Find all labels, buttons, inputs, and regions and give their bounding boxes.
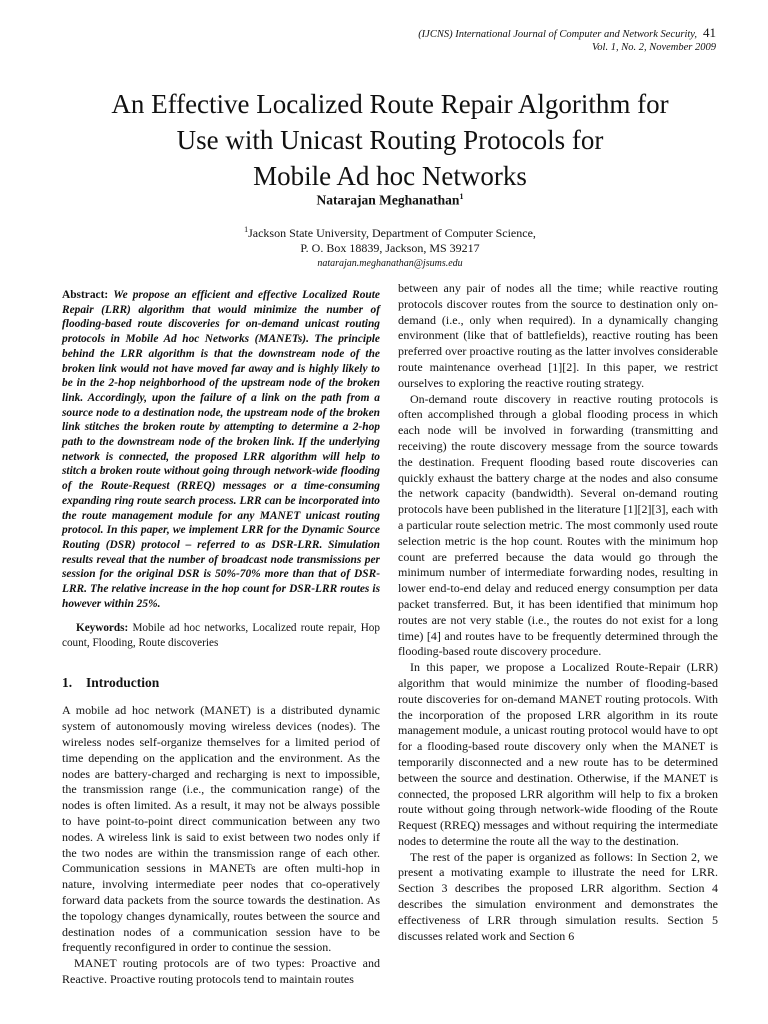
paragraph: On-demand route discovery in reactive routing protocols is often accomplished through a global flooding process in which each node will be involved in forwarding (transmitting and receiving) the route discovery message from the source towards the destination. Frequent flooding based route discoveries can quickly exhaust the battery charge at the nodes and also consume the network capacity (bandwidth). Several on-demand routing protocols have been published in the literature [1][2][3], each with a particular route selection metric. The most commonly used route selection metric is the hop count. Routes with the minimum hop count are preferred because the data would go through the minimum number of intermediate forwarding nodes, resulting in lower end-to-end delay and reduced energy consumption per data packet transferred. But, it has been identified that minimum hop routes are not very stable (i.e., the routes do not exist for a long time) [4] and routes have to be frequently determined through the flooding-based route discovery procedure. <box>398 391 718 659</box>
paragraph: between any pair of nodes all the time; while reactive routing protocols discover routes from the source to destination only on-demand (i.e., only when required). In a dynamically changing environment (like that of battlefields), reactive routing has been preferred over proactive routing as the latter involves considerable route maintenance overhead [1][2]. In this paper, we restrict ourselves to exploring the reactive routing strategy. <box>398 281 718 390</box>
author-name: Natarajan Meghanathan <box>316 192 460 208</box>
page-number: 41 <box>703 25 716 40</box>
paragraph: In this paper, we propose a Localized Route-Repair (LRR) algorithm that would minimize the number of flooding-based route discoveries for on-demand MANET routing protocols. With the incorporation of the proposed LRR algorithm in its route management module, a unicast routing protocol would have to opt for a flooding-based route discovery only when the MANET is temporarily disconnected and a new route has to be determined between the source and destination. Otherwise, if the MANET is connected, the proposed LRR algorithm will help to fix a broken route without going through network-wide flooding of the Route Request (RREQ) messages and without requiring the intermediate nodes to determine the route all the way to the destination. <box>398 660 718 848</box>
left-column <box>62 288 380 988</box>
section-number: 1. <box>62 675 73 691</box>
title-line-1: An Effective Localized Route Repair Algorithm for <box>111 89 669 120</box>
author-email: natarajan.meghanathan@jsums.edu <box>317 258 463 269</box>
abstract-text: We propose an efficient and effective Localized Route Repair (LRR) algorithm that would minimize the number of flooding-based route discoveries for on-demand unicast routing protocols in Mobile Ad hoc Networks (MANETs). The principle behind the LRR algorithm is that the downstream node of the broken link would not have moved far away and is highly likely to be in the 2-hop neighborhood of the upstream node of the broken link. Accordingly, upon the failure of a link on the path from a source node to a destination node, the upstream node of the broken link stitches the broken route by attempting to determine a 2-hop path to the downstream node of the broken link. If the underlying network is connected, the proposed LRR algorithm will help to stitch a broken route without going through network-wide flooding of the Route-Request (RREQ) messages or a time-consuming expanding ring route search process. LRR can be incorporated into the route management module for any MANET unicast routing protocol. In this paper, we implement LRR for the Dynamic Source Routing (DSR) protocol – referred to as DSR-LRR. Simulation results reveal that the number of broadcast node transmissions per session for the original DSR is 50%-70% more than that of DSR-LRR. The relative increase in the hop count for DSR-LRR routes is however within 25%. <box>62 289 380 610</box>
author-superscript: 1 <box>459 192 464 201</box>
keywords-label: Keywords: <box>76 622 129 635</box>
title-line-2: Use with Unicast Routing Protocols for <box>176 125 604 156</box>
author <box>0 192 768 209</box>
keywords-text: Mobile ad hoc networks, Localized route repair, Hop count, Flooding, Route discoveries <box>62 622 380 650</box>
paper-title <box>40 86 740 194</box>
running-header <box>256 26 716 54</box>
abstract-label: Abstract: <box>62 289 109 301</box>
affiliation-line-1 <box>0 222 768 241</box>
affiliation-superscript: 1 <box>244 225 249 234</box>
affiliation-institution: Jackson State University, Department of Computer Science, <box>248 226 536 240</box>
paragraph: A mobile ad hoc network (MANET) is a distributed dynamic system of autonomously moving wireless devices (nodes). The wireless nodes self-organize themselves for a limited period of time depending on the application and the environment. As the nodes are battery-charged and recharging is next to impossible, the transmission range (i.e., the communication range) of the nodes is often limited. As a result, it may not be always possible to have point-to-point direct communication between any two nodes. A wireless link is said to exist between two nodes only if the two nodes are within the transmission range of each other. Communication sessions in MANETs are often multi-hop in nature, involving intermediate peer nodes that co-operatively forward data packets from the source towards the destination. As the topology changes dynamically, routes between the source and destination nodes of a communication session have to be frequently reconfigured in order to continue the session. <box>62 703 380 955</box>
title-line-3: Mobile Ad hoc Networks <box>253 161 527 192</box>
volume-line: Vol. 1, No. 2, November 2009 <box>592 42 716 53</box>
section-heading <box>62 675 380 691</box>
journal-line <box>256 26 716 41</box>
affiliation <box>0 222 768 271</box>
section-title: Introduction <box>86 675 160 691</box>
paragraph: The rest of the paper is organized as follows: In Section 2, we present a motivating example to illustrate the need for LRR. Section 3 describes the proposed LRR algorithm. Section 4 describes the simulation environment and demonstrates the effectiveness of LRR through simulation results. Section 5 discusses related work and Section 6 <box>398 849 718 943</box>
keywords <box>62 621 380 651</box>
right-column <box>398 281 718 944</box>
journal-name: (IJCNS) International Journal of Computer and Network Security, <box>418 29 697 40</box>
abstract <box>62 288 380 611</box>
affiliation-line-2: P. O. Box 18839, Jackson, MS 39217 <box>300 241 480 255</box>
paragraph: MANET routing protocols are of two types: Proactive and Reactive. Proactive routing protocols tend to maintain routes <box>62 956 380 987</box>
